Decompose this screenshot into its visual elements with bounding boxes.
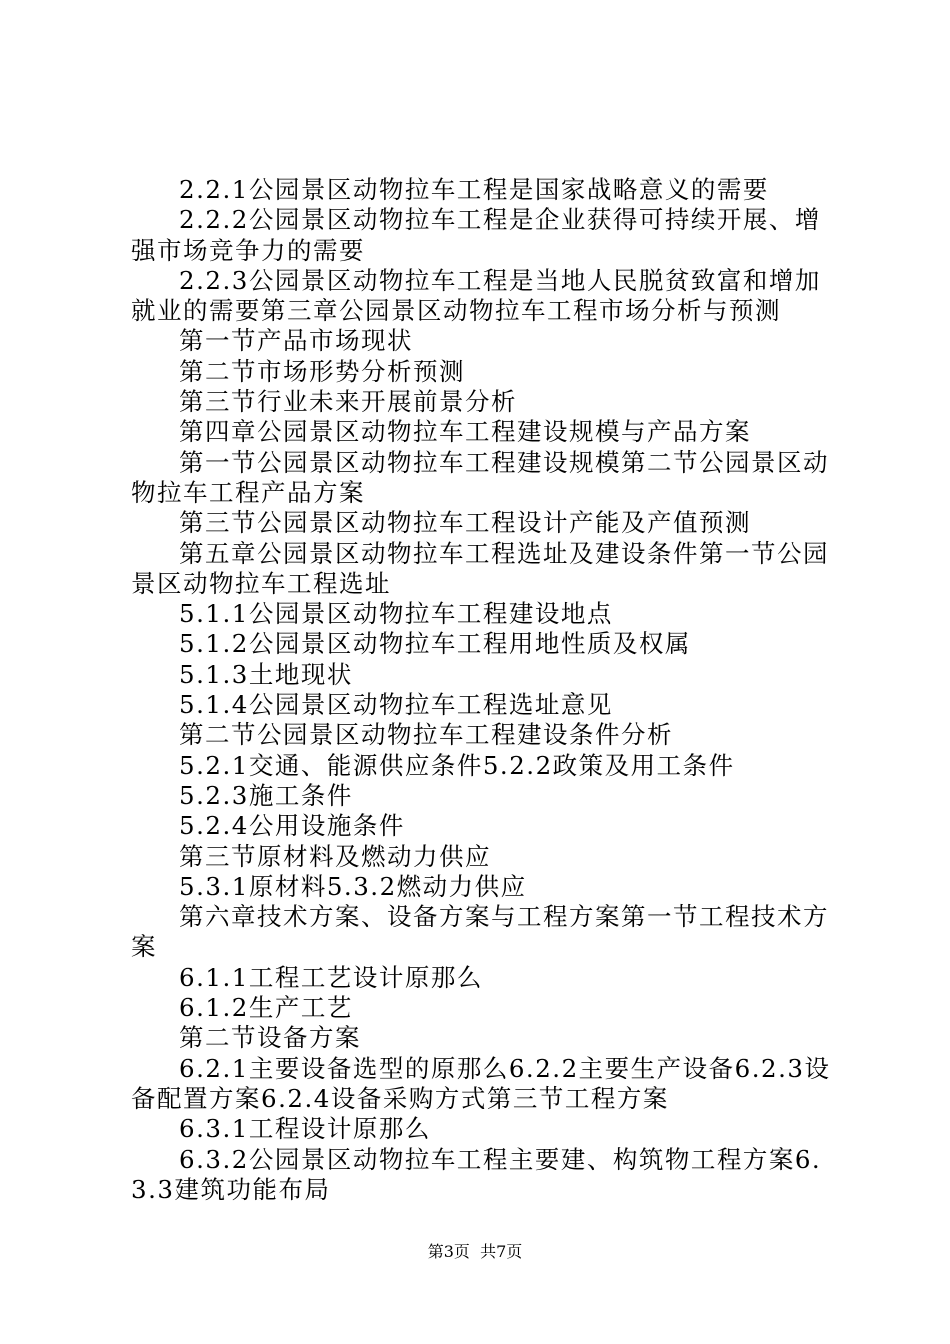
section-heading: 第三节原材料及燃动力供应 [179, 841, 491, 871]
section-heading: 第一节公园景区动物拉车工程建设规模第二节公园景区动物拉车工程产品方案 [131, 447, 829, 507]
subsection-item: 5.3.1原材料5.3.2燃动力供应 [179, 871, 527, 901]
section-heading: 第二节设备方案 [179, 1023, 361, 1053]
subsection-item: 5.2.4公用设施条件 [179, 811, 405, 841]
document-body [131, 175, 845, 1205]
section-heading: 第一节产品市场现状 [179, 326, 413, 356]
subsection-item: 6.1.2生产工艺 [179, 993, 353, 1023]
subsection-item: 6.3.2公园景区动物拉车工程主要建、构筑物工程方案6.3.3建筑功能布局 [131, 1144, 822, 1204]
page-number-footer: 第3页 共7页 [427, 1242, 523, 1261]
subsection-item: 5.1.3土地现状 [179, 659, 353, 689]
chapter-heading: 第五章公园景区动物拉车工程选址及建设条件第一节公园景区动物拉车工程选址 [131, 538, 829, 598]
section-heading: 第二节公园景区动物拉车工程建设条件分析 [179, 720, 673, 750]
subsection-item: 5.2.1交通、能源供应条件5.2.2政策及用工条件 [179, 750, 735, 780]
chapter-heading: 第四章公园景区动物拉车工程建设规模与产品方案 [179, 417, 751, 447]
section-heading: 第三节行业未来开展前景分析 [179, 387, 517, 417]
subsection-item: 6.2.1主要设备选型的原那么6.2.2主要生产设备6.2.3设备配置方案6.2.4设备采购方式第三节工程方案 [131, 1053, 831, 1113]
paragraph: 2.2.1公园景区动物拉车工程是国家战略意义的需要 [179, 175, 769, 204]
subsection-item: 5.1.2公园景区动物拉车工程用地性质及权属 [179, 629, 691, 659]
subsection-item: 6.1.1工程工艺设计原那么 [179, 962, 483, 992]
subsection-item: 5.2.3施工条件 [179, 780, 353, 810]
section-heading: 第三节公园景区动物拉车工程设计产能及产值预测 [179, 508, 751, 538]
subsection-item: 6.3.1工程设计原那么 [179, 1114, 431, 1144]
subsection-item: 5.1.1公园景区动物拉车工程建设地点 [179, 599, 613, 629]
section-heading: 第二节市场形势分析预测 [179, 356, 465, 386]
subsection-item: 5.1.4公园景区动物拉车工程选址意见 [179, 690, 613, 720]
paragraph: 2.2.2公园景区动物拉车工程是企业获得可持续开展、增强市场竞争力的需要 [131, 205, 821, 265]
paragraph: 2.2.3公园景区动物拉车工程是当地人民脱贫致富和增加就业的需要第三章公园景区动物拉车工程市场分析与预测 [131, 265, 821, 326]
chapter-heading: 第六章技术方案、设备方案与工程方案第一节工程技术方案 [131, 902, 829, 962]
